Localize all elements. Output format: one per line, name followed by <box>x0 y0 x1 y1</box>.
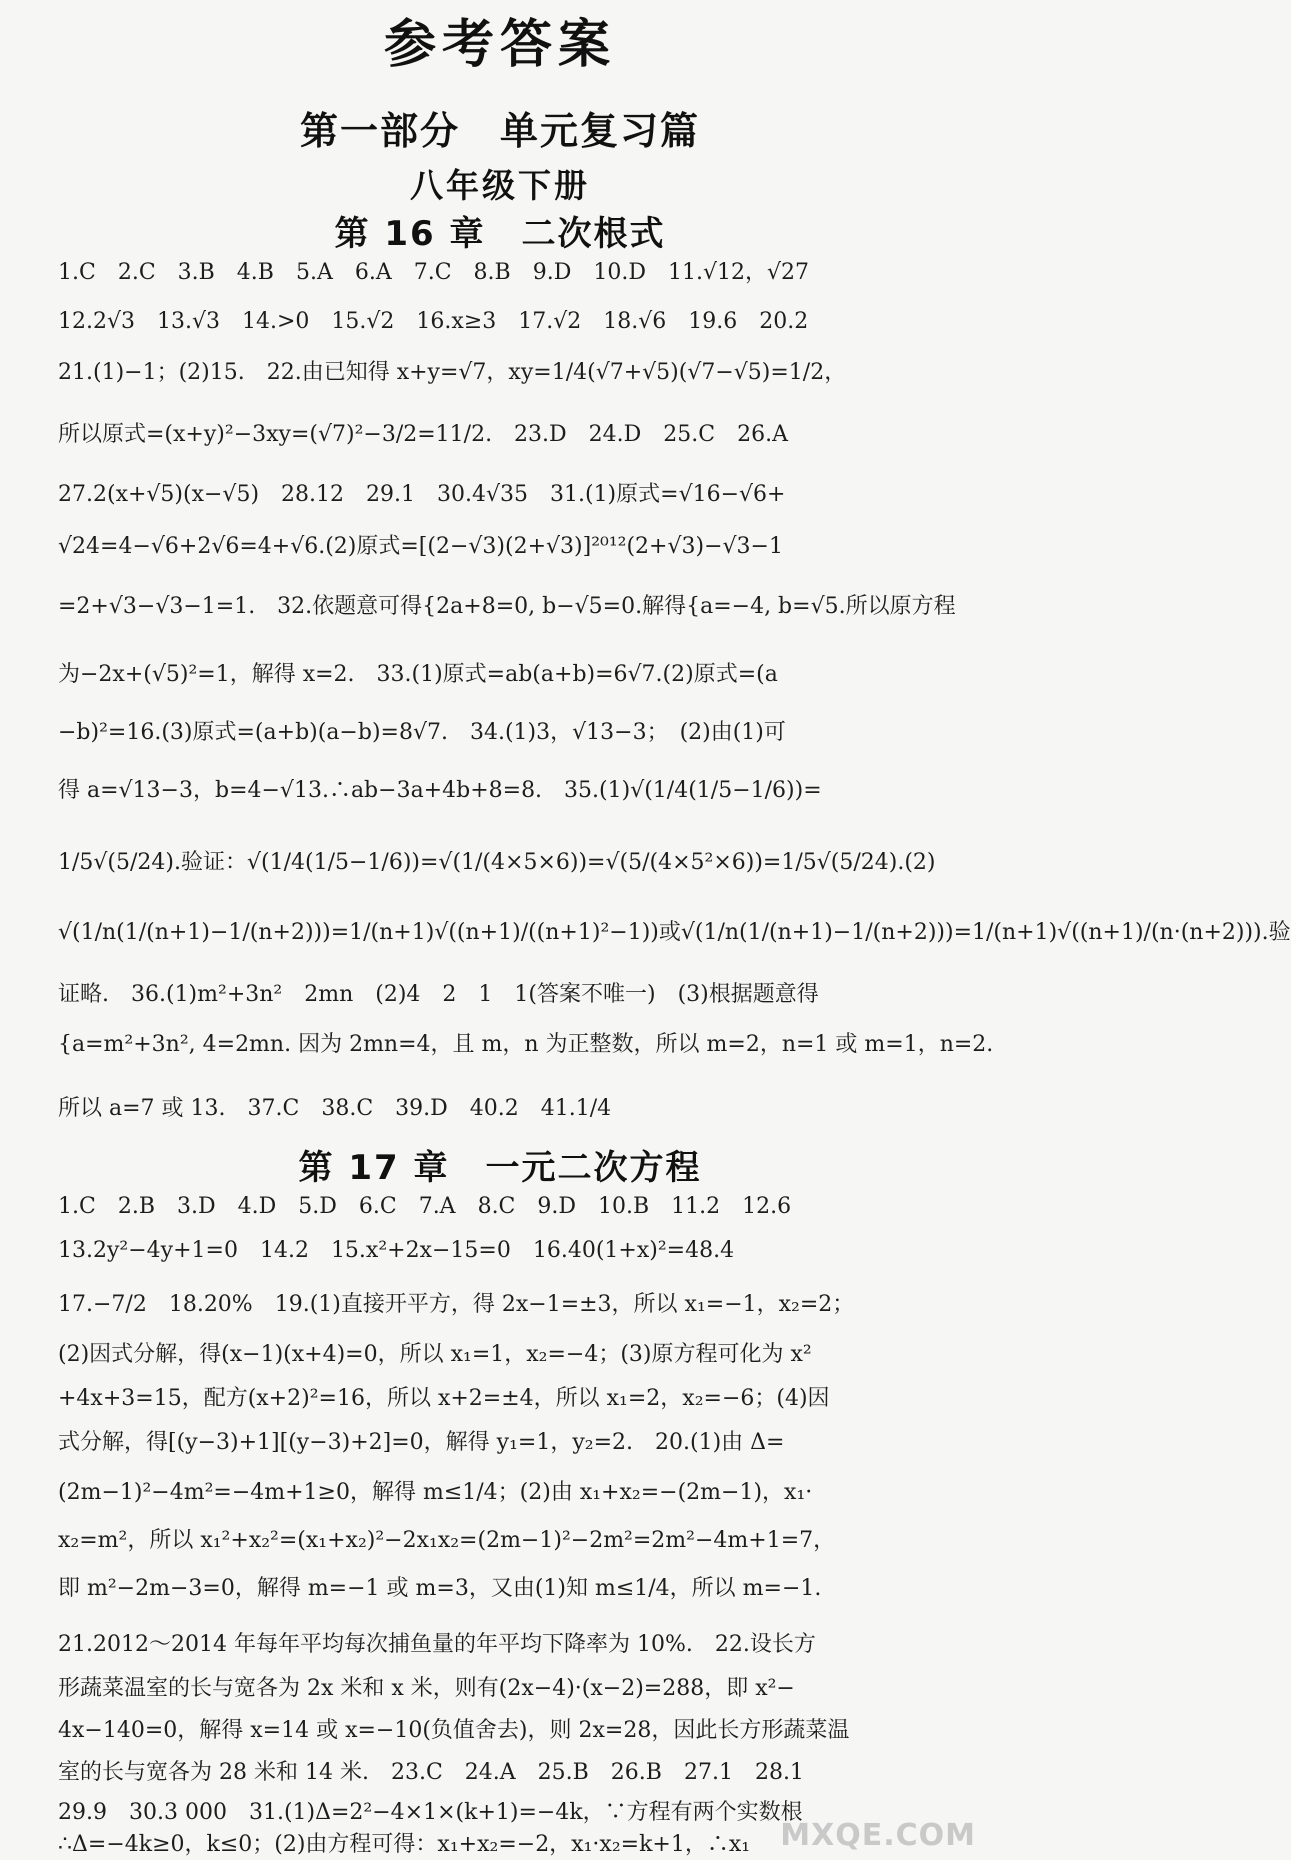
part-heading: 第一部分 单元复习篇 <box>299 109 700 153</box>
answer-line: 式分解，得[(y−3)+1][(y−3)+2]=0，解得 y₁=1，y₂=2. 20.(1)由 Δ= <box>58 1430 785 1455</box>
answer-line: 1.C 2.B 3.D 4.D 5.D 6.C 7.A 8.C 9.D 10.B 11.2 12.6 <box>58 1194 792 1219</box>
answer-line: +4x+3=15，配方(x+2)²=16，所以 x+2=±4，所以 x₁=2，x₂=−6；(4)因 <box>58 1386 830 1411</box>
answer-line: 13.2y²−4y+1=0 14.2 15.x²+2x−15=0 16.40(1+x)²=48.4 <box>58 1238 735 1263</box>
answer-line: 为−2x+(√5)²=1，解得 x=2. 33.(1)原式=ab(a+b)=6√7.(2)原式=(a <box>58 662 778 687</box>
answer-line: 1.C 2.C 3.B 4.B 5.A 6.A 7.C 8.B 9.D 10.D 11.√12，√27 <box>58 260 809 285</box>
answer-line: 21.(1)−1；(2)15. 22.由已知得 x+y=√7，xy=1/4(√7+√5)(√7−√5)=1/2， <box>58 360 847 385</box>
answer-line: √24=4−√6+2√6=4+√6.(2)原式=[(2−√3)(2+√3)]²⁰¹²(2+√3)−√3−1 <box>58 534 783 559</box>
chapter17-heading: 第 17 章 一元二次方程 <box>298 1148 702 1188</box>
answer-line: (2)因式分解，得(x−1)(x+4)=0，所以 x₁=1，x₂=−4；(3)原方程可化为 x² <box>58 1342 812 1367</box>
chapter16-heading: 第 16 章 二次根式 <box>334 214 666 254</box>
page-title: 参考答案 <box>383 15 616 75</box>
answer-line: 27.2(x+√5)(x−√5) 28.12 29.1 30.4√35 31.(1)原式=√16−√6+ <box>58 482 786 507</box>
answer-line: √(1/n(1/(n+1)−1/(n+2)))=1/(n+1)√((n+1)/((n+1)²−1))或√(1/n(1/(n+1)−1/(n+2)))=1/(n+1)√((n+1)/(n·(n+2))).验 <box>58 920 1291 945</box>
grade-heading: 八年级下册 <box>410 166 590 205</box>
answer-line: 4x−140=0，解得 x=14 或 x=−10(负值舍去)，则 2x=28，因此长方形蔬菜温 <box>58 1718 850 1743</box>
answer-line: =2+√3−√3−1=1. 32.依题意可得{2a+8=0, b−√5=0.解得{a=−4, b=√5.所以原方程 <box>58 594 956 619</box>
answer-line: 证略. 36.(1)m²+3n² 2mn (2)4 2 1 1(答案不唯一) (3)根据题意得 <box>58 982 819 1007</box>
watermark: MXQE.COM <box>780 1818 976 1853</box>
answer-line: −b)²=16.(3)原式=(a+b)(a−b)=8√7. 34.(1)3，√13−3； (2)由(1)可 <box>58 720 786 745</box>
answer-line: 29.9 30.3 000 31.(1)Δ=2²−4×1×(k+1)=−4k，∵方程有两个实数根 <box>58 1800 803 1825</box>
answer-line: {a=m²+3n², 4=2mn. 因为 2mn=4，且 m，n 为正整数，所以 m=2，n=1 或 m=1，n=2. <box>58 1032 994 1057</box>
answer-line: 即 m²−2m−3=0，解得 m=−1 或 m=3，又由(1)知 m≤1/4，所以 m=−1. <box>58 1576 822 1601</box>
answer-line: x₂=m²，所以 x₁²+x₂²=(x₁+x₂)²−2x₁x₂=(2m−1)²−2m²=2m²−4m+1=7， <box>58 1528 836 1553</box>
answer-line: 21.2012～2014 年每年平均每次捕鱼量的年平均下降率为 10%. 22.设长方 <box>58 1632 816 1657</box>
answer-line: 所以 a=7 或 13. 37.C 38.C 39.D 40.2 41.1/4 <box>58 1096 612 1121</box>
answer-line: 所以原式=(x+y)²−3xy=(√7)²−3/2=11/2. 23.D 24.D 25.C 26.A <box>58 422 789 447</box>
answer-line: 得 a=√13−3，b=4−√13.∴ab−3a+4b+8=8. 35.(1)√(1/4(1/5−1/6))= <box>58 778 822 803</box>
answer-line: 形蔬菜温室的长与宽各为 2x 米和 x 米，则有(2x−4)·(x−2)=288，即 x²− <box>58 1676 795 1701</box>
answer-line: 1/5√(5/24).验证：√(1/4(1/5−1/6))=√(1/(4×5×6))=√(5/(4×5²×6))=1/5√(5/24).(2) <box>58 850 936 875</box>
answer-line: ∴Δ=−4k≥0，k≤0；(2)由方程可得：x₁+x₂=−2，x₁·x₂=k+1，∴x₁ <box>58 1832 751 1857</box>
answer-line: 12.2√3 13.√3 14.>0 15.√2 16.x≥3 17.√2 18.√6 19.6 20.2 <box>58 309 809 334</box>
answer-line: 室的长与宽各为 28 米和 14 米. 23.C 24.A 25.B 26.B 27.1 28.1 <box>58 1760 804 1785</box>
answer-line: (2m−1)²−4m²=−4m+1≥0，解得 m≤1/4；(2)由 x₁+x₂=−(2m−1)，x₁· <box>58 1480 813 1505</box>
answer-line: 17.−7/2 18.20% 19.(1)直接开平方，得 2x−1=±3，所以 x₁=−1，x₂=2； <box>58 1292 855 1317</box>
